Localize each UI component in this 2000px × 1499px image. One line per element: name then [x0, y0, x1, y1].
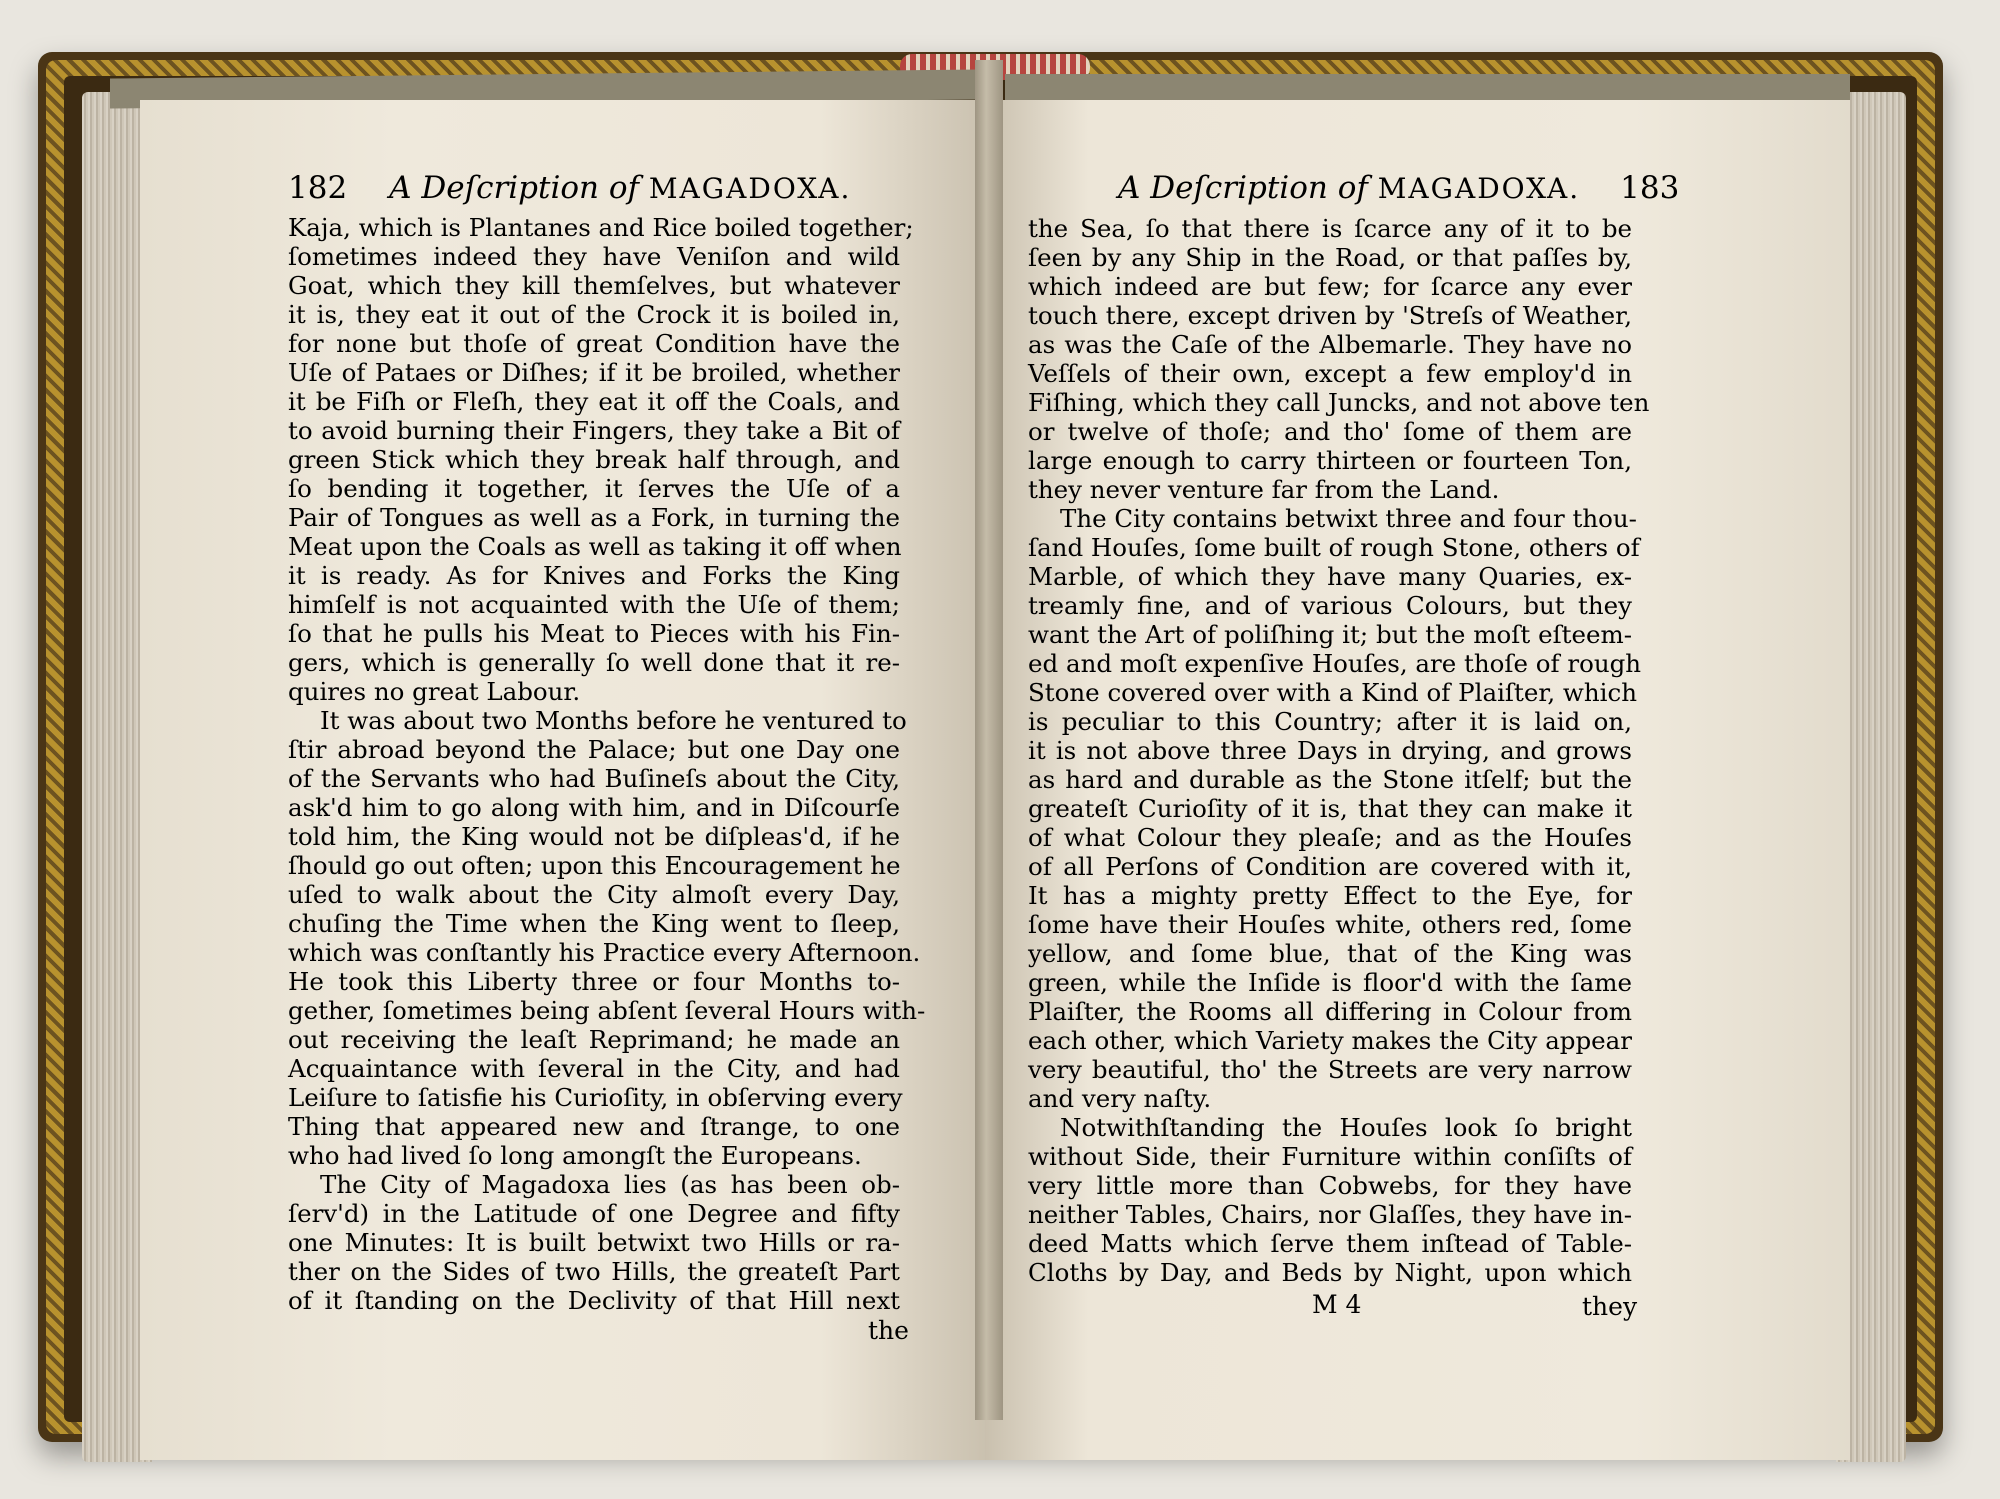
running-head-text: A Deſcription of — [389, 170, 640, 206]
text-line: want the Art of poliſhing it; but the moſt eſteem- — [1028, 620, 1632, 649]
text-line: Thing that appeared new and ſtrange, to one — [288, 1112, 900, 1141]
text-line: told him, the King would not be diſpleas'd, if he — [288, 822, 900, 851]
text-line: Meat upon the Coals as well as taking it off when — [288, 532, 902, 561]
running-head-text: A Deſcription of — [1118, 170, 1368, 206]
text-line: Marble, of which they have many Quaries, ex- — [1028, 562, 1632, 591]
text-line: quires no great Labour. — [288, 677, 581, 706]
text-line: Notwithſtanding the Houſes look ſo bright — [1060, 1113, 1632, 1142]
text-line: green, while the Inſide is floor'd with the ſame — [1028, 968, 1632, 997]
text-line: Kaja, which is Plantanes and Rice boiled together; — [288, 213, 914, 242]
text-line: very beautiful, tho' the Streets are very narrow — [1028, 1055, 1632, 1084]
right-running-head — [1118, 170, 1679, 210]
left-catchword: the — [868, 1316, 909, 1345]
text-line: without Side, their Furniture within conſiſts of — [1028, 1142, 1632, 1171]
text-line: to avoid burning their Fingers, they take a Bit of — [288, 416, 900, 445]
text-line: very little more than Cobwebs, for they have — [1028, 1171, 1632, 1200]
text-line: It has a mighty pretty Effect to the Eye, for — [1028, 881, 1632, 910]
text-line: Fiſhing, which they call Juncks, and not above ten — [1028, 388, 1650, 417]
text-line: treamly fine, and of various Colours, but they — [1028, 591, 1632, 620]
text-line: ſerv'd) in the Latitude of one Degree and fifty — [288, 1199, 900, 1228]
text-line: the Sea, ſo that there is ſcarce any of it to be — [1028, 214, 1632, 243]
text-line: as hard and durable as the Stone itſelf; but the — [1028, 765, 1632, 794]
text-line: large enough to carry thirteen or fourteen Ton, — [1028, 446, 1632, 475]
text-line: Uſe of Pataes or Diſhes; if it be broiled, whether — [288, 358, 900, 387]
signature-mark: M 4 — [1312, 1290, 1362, 1319]
text-line: out receiving the leaſt Reprimand; he made an — [288, 1025, 900, 1054]
text-line: or twelve of thoſe; and tho' ſome of them are — [1028, 417, 1632, 446]
text-line: Pair of Tongues as well as a Fork, in turning the — [288, 503, 900, 532]
text-line: they never venture far from the Land. — [1028, 475, 1500, 504]
text-line: and very naſty. — [1028, 1084, 1212, 1113]
text-line: of all Perſons of Condition are covered with it, — [1028, 852, 1632, 881]
text-line: as was the Caſe of the Albemarle. They have no — [1028, 330, 1632, 359]
text-line: it is, they eat it out of the Crock it is boiled in, — [288, 300, 900, 329]
text-line: ſome have their Houſes white, others red, ſome — [1028, 910, 1632, 939]
text-line: It was about two Months before he ventured to — [320, 706, 907, 735]
text-line: gers, which is generally ſo well done that it re- — [288, 648, 900, 677]
left-running-head — [288, 170, 851, 210]
right-catchword: they — [1582, 1292, 1638, 1321]
text-line: ask'd him to go along with him, and in Diſcourſe — [288, 793, 900, 822]
left-body-text — [288, 213, 926, 1315]
text-line: ſometimes indeed they have Veniſon and wild — [288, 242, 900, 271]
gutter — [975, 60, 1003, 1420]
text-line: greateſt Curioſity of it is, that they can make it — [1028, 794, 1632, 823]
text-line: each other, which Variety makes the City appear — [1028, 1026, 1632, 1055]
text-line: gether, ſometimes being abſent ſeveral Hours with- — [288, 996, 926, 1025]
text-line: ed and moſt expenſive Houſes, are thoſe of rough — [1028, 649, 1642, 678]
text-line: which indeed are but few; for ſcarce any ever — [1028, 272, 1632, 301]
text-line: Goat, which they kill themſelves, but whatever — [288, 271, 900, 300]
text-line: himſelf is not acquainted with the Uſe of them; — [288, 590, 900, 619]
text-line: ſtir abroad beyond the Palace; but one Day one — [288, 735, 900, 764]
text-line: one Minutes: It is built betwixt two Hills or ra- — [288, 1228, 900, 1257]
text-line: it is not above three Days in drying, and grows — [1028, 736, 1632, 765]
text-line: uſed to walk about the City almoſt every Day, — [288, 880, 900, 909]
text-line: it is ready. As for Knives and Forks the King — [288, 561, 900, 590]
text-line: ſo bending it together, it ſerves the Uſe of a — [288, 474, 900, 503]
text-line: yellow, and ſome blue, that of the King was — [1028, 939, 1632, 968]
running-head-title: MAGADOXA. — [1377, 172, 1581, 205]
text-line: of what Colour they pleaſe; and as the Houſes — [1028, 823, 1632, 852]
text-line: for none but thoſe of great Condition have the — [288, 329, 900, 358]
text-line: Acquaintance with ſeveral in the City, and had — [288, 1054, 900, 1083]
text-line: The City of Magadoxa lies (as has been ob- — [320, 1170, 900, 1199]
text-line: of the Servants who had Buſineſs about the City, — [288, 764, 900, 793]
text-line: Cloths by Day, and Beds by Night, upon which — [1028, 1258, 1632, 1287]
text-line: it be Fiſh or Fleſh, they eat it off the Coals, and — [288, 387, 900, 416]
right-body-text — [1028, 214, 1650, 1287]
text-line: ſhould go out often; upon this Encouragement he — [288, 851, 901, 880]
text-line: chuſing the Time when the King went to ſleep, — [288, 909, 900, 938]
text-line: neither Tables, Chairs, nor Glaſſes, they have in- — [1028, 1200, 1632, 1229]
text-line: is peculiar to this Country; after it is laid on, — [1028, 707, 1632, 736]
text-line: who had lived ſo long amongſt the Europeans. — [288, 1141, 862, 1170]
text-line: Plaiſter, the Rooms all differing in Colour from — [1028, 997, 1632, 1026]
text-line: which was conſtantly his Practice every Afternoon. — [288, 938, 921, 967]
text-line: touch there, except driven by 'Streſs of Weather, — [1028, 301, 1632, 330]
text-line: Veſſels of their own, except a few employ'd in — [1028, 359, 1632, 388]
text-line: ſeen by any Ship in the Road, or that paſſes by, — [1028, 243, 1632, 272]
text-line: Leiſure to ſatisfie his Curioſity, in obſerving every — [288, 1083, 903, 1112]
text-line: Stone covered over with a Kind of Plaiſter, which — [1028, 678, 1637, 707]
text-line: He took this Liberty three or four Months to- — [288, 967, 900, 996]
text-line: The City contains betwixt three and four thou- — [1060, 504, 1637, 533]
page-number: 182 — [288, 170, 348, 206]
running-head-title: MAGADOXA. — [648, 172, 852, 205]
page-number: 183 — [1620, 170, 1680, 206]
text-line: ther on the Sides of two Hills, the greateſt Part — [288, 1257, 900, 1286]
text-line: ſo that he pulls his Meat to Pieces with his Fin- — [288, 619, 900, 648]
text-line: deed Matts which ſerve them inſtead of Table- — [1028, 1229, 1632, 1258]
text-line: green Stick which they break half through, and — [288, 445, 900, 474]
text-line: of it ſtanding on the Declivity of that Hill next — [288, 1286, 900, 1315]
text-line: ſand Houſes, ſome built of rough Stone, others of — [1028, 533, 1640, 562]
